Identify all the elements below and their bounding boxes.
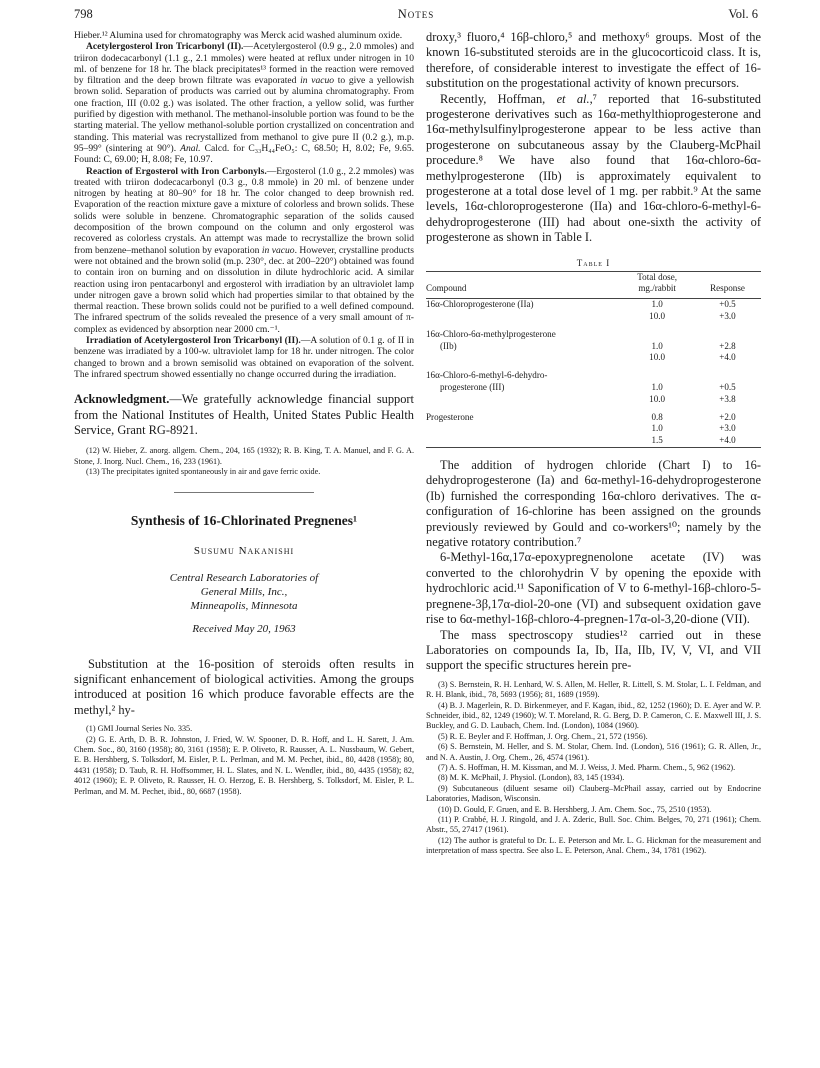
- left-column: [74, 30, 414, 797]
- footnote: (3) S. Bernstein, R. H. Lenhard, W. S. Allen, M. Heller, R. Littell, S. M. Stolar, L. I. Feldman, and R. H. Blank, ibid., 78, 5693 (1956); 81, 1689 (1959).: [426, 679, 761, 700]
- page-number: 798: [74, 7, 93, 21]
- table-row: [426, 352, 761, 364]
- footnote: (2) G. E. Arth, D. B. R. Johnston, J. Fried, W. W. Spooner, D. R. Hoff, and L. H. Sarett, J. Am. Chem. Soc., 80, 3160 (1958); 80, 3161 (1958); E. P. Oliveto, R. Rausser, A. L. Nussbaum, W. Gebert, E. B. Hershberg, S. Tolksdorf, M. Eisler, P. L. Perlman, and M. M. Pechet, ibid., 80, 4428 (1958); 80, 4431 (1958); D. Taub, R. H. Hoffsommer, H. L. Slates, and N. L. Wendler, ibid., 80, 4435 (1958); 82, 4012 (1960); E. P. Oliveto, R. Rausser, H. O. Herzog, E. B. Hershberg, S. Tolksdorf, M. Eisler, P. L. Perlman, and M. M. Pechet, ibid., 80, 6687 (1958).: [74, 734, 414, 796]
- compound-cell: 16α-Chloroprogesterone (IIa): [426, 299, 534, 310]
- table-row: [426, 299, 761, 311]
- footnote: (12) The author is grateful to Dr. L. E. Peterson and Mr. L. G. Hickman for the measurement and interpretation of mass spectra. See also L. E. Peterson, Anal. Chem., 34, 1781 (1962).: [426, 835, 761, 856]
- column-header: Compound: [426, 283, 467, 294]
- response-cell: [694, 329, 761, 341]
- footnote: (9) Subcutaneous (diluent sesame oil) Clauberg–McPhail assay, carried out by Endocrine Laboratories, Madison, Wisconsin.: [426, 783, 761, 804]
- experimental-section: [74, 30, 414, 380]
- footnote: (7) A. S. Hoffman, H. M. Kissman, and M. J. Weiss, J. Med. Pharm. Chem., 5, 962 (1962).: [438, 762, 736, 772]
- compound-cell: progesterone (III): [440, 382, 505, 393]
- table-caption: Table I: [576, 257, 611, 268]
- right-column: [426, 30, 761, 857]
- run-in-heading: Irradiation of Acetylergosterol Iron Tricarbonyl (II).: [86, 335, 301, 347]
- paragraph-acetylergosterol: Acetylergosterol Iron Tricarbonyl (II).—Acetylergosterol (0.9 g., 2.0 mmoles) and triiron dodecacarbonyl (1.1 g., 2.1 mmoles) were heated at reflux under nitrogen in 10 ml. of benzene for 18 hr. The black precipitates¹³ formed in the reaction were removed by filtration and the deep brown filtrate was evaporated in vacuo to give a yellowish brown solid. Separation of products was carried out by alumina chromatography. From one fraction, III (0.02 g.) was isolated. The other fraction, a yellow solid, was further purified by digestion with methanol. The methanol-insoluble portion was found to be the starting material. The yellow methanol-soluble portion crystallized on concentration and standing. This material was recrystallized from methanol to give pure II (0.2 g.), m.p. 95–99° (sintering at 90°). Anal. Calcd. for C₃₃H₄₄FeO₅: C, 68.50; H, 8.02; Fe, 9.65. Found: C, 69.00; H, 8.08; Fe, 10.97.: [74, 41, 415, 166]
- response-cell: +3.0: [719, 311, 736, 322]
- footnote: (13) The precipitates ignited spontaneously in air and gave ferric oxide.: [86, 467, 321, 477]
- compound-cell: 16α-Chloro-6α-methylprogesterone: [426, 328, 556, 339]
- response-cell: +4.0: [719, 352, 736, 363]
- dose-cell: 10.0: [649, 352, 666, 363]
- dose-cell: 1.5: [651, 435, 663, 446]
- paragraph-alumina: Hieber.¹² Alumina used for chromatography was Merck acid washed aluminum oxide.: [74, 30, 403, 41]
- compound-cell: (IIb): [440, 340, 457, 351]
- response-cell: +0.5: [719, 382, 736, 393]
- compound-cell: [426, 352, 620, 364]
- table-row: [426, 329, 761, 341]
- column-header: Response: [710, 283, 745, 294]
- table-header-row: [426, 271, 761, 299]
- activity-table: [426, 271, 761, 448]
- article-author: Susumu Nakanishi: [193, 544, 295, 557]
- compound-cell: [426, 394, 620, 406]
- section-divider: [174, 492, 314, 493]
- column-header: Total dose, mg./rabbit: [637, 271, 678, 294]
- dose-cell: [620, 370, 694, 382]
- table-row: [426, 311, 761, 323]
- dose-cell: 1.0: [651, 382, 663, 393]
- table-row: [426, 341, 761, 353]
- table-body: [426, 299, 761, 448]
- compound-cell: 16α-Chloro-6-methyl-6-dehydro-: [426, 370, 548, 381]
- table-row: [426, 370, 761, 382]
- response-cell: +2.0: [719, 411, 736, 422]
- footnote: (6) S. Bernstein, M. Heller, and S. M. Stolar, Chem. Ind. (London), 516 (1961); G. R. Allen, Jr., and N. A. Austin, J. Org. Chem., 26, 4574 (1961).: [426, 742, 761, 762]
- response-cell: +4.0: [719, 435, 736, 446]
- footnotes-left-bottom: [74, 724, 414, 797]
- article-title: Synthesis of 16-Chlorinated Pregnenes¹: [130, 512, 358, 528]
- compound-cell: [426, 311, 620, 323]
- paragraph-ergosterol-reaction: Reaction of Ergosterol with Iron Carbonyls.—Ergosterol (1.0 g., 2.2 mmoles) was treated with triiron dodecacarbonyl (0.3 g., 0.8 mmole) in 20 ml. of benzene under nitrogen by heating at 80–90° for 18 hr. The color changed to deep brownish red. Evaporation of the reaction mixture gave a mixture of colorless and brown solids. These solids were soluble in benzene. Chromatographic separation of the solids caused decomposition of the brown compound on the column and only ergosterol was recovered as colorless crystals. An attempt was made to recrystallize the brown solid from benzene–methanol solution by evaporation in vacuo. However, crystalline products were not obtained and the brown solid (m.p. 230°, dec. at 200–220°) obtained was found to contain iron on burning and on dissolution in dilute hydrochloric acid. A similar reaction using iron pentacarbonyl and ergosterol with irradiation by an ultraviolet lamp under nitrogen gave a brown solid which had properties similar to that obtained by the thermal reaction. These brown solids could not be purified to a well defined compound. The infrared spectrum of the solids revealed the presence of a very small amount of π-complex as evidenced by absorption near 2000 cm.⁻¹.: [74, 165, 415, 335]
- running-header: [74, 7, 758, 23]
- response-cell: +0.5: [719, 299, 736, 310]
- table-row: [426, 435, 761, 447]
- table-row: [426, 423, 761, 435]
- footnote: (8) M. K. McPhail, J. Physiol. (London), 83, 145 (1934).: [438, 773, 625, 783]
- footnote: (5) R. E. Beyler and F. Hoffman, J. Org. Chem., 21, 572 (1956).: [438, 731, 648, 741]
- received-date: Received May 20, 1963: [192, 622, 296, 635]
- footnotes-left-top: [74, 446, 414, 477]
- volume-label: Vol. 6: [728, 7, 758, 21]
- body-text-continued: The addition of hydrogen chloride (Chart I) to 16-dehydroprogesterone (Ia) and 6α-methyl-16-dehydroprogesterone (Ib) furnished the corresponding 16α-chloro derivatives. The α-configuration of 16-chlorine has been assigned on the grounds previously reviewed by Gould and co-workers¹⁰; namely by the negative rotatory contribution.⁷ 6-Methyl-16α,17α-epoxypregnenolone acetate (IV) was converted to the chlorohydrin V by opening the epoxide with hydrochloric acid.¹¹ Saponification of V to 6-methyl-16β-chloro-5-pregnene-3β,17α-diol-20-one (VI) and subsequent oxidation gave rise to 6α-methyl-16β-chloro-4-pregnen-17α-ol-3,20-dione (VII). The mass spectroscopy studies¹² carried out in these Laboratories on compounds Ia, Ib, IIa, IIb, IV, V, VI, and VII support the specific structures herein pre-: [426, 458, 761, 673]
- table-row: [426, 382, 761, 394]
- compound-cell: [426, 435, 620, 447]
- author-affiliation: Central Research Laboratories of General Mills, Inc., Minneapolis, Minnesota: [169, 571, 319, 612]
- footnote: (10) D. Gould, F. Gruen, and E. B. Hershberg, J. Am. Chem. Soc., 75, 2510 (1953).: [438, 804, 712, 814]
- footnote: (12) W. Hieber, Z. anorg. allgem. Chem., 204, 165 (1932); R. B. King, T. A. Manuel, and F. G. A. Stone, J. Inorg. Nucl. Chem., 16, 233 (1961).: [74, 446, 414, 466]
- compound-cell: Progesterone: [426, 411, 474, 422]
- body-text: droxy,³ fluoro,⁴ 16β-chloro,⁵ and methoxy⁶ groups. Most of the known 16-substituted steroids are in the glucocorticoid class. It is, therefore, of considerable interest to investigate the effect of 16-substitution on the progestational activity of known precursors. Recently, Hoffman, et al.,⁷ reported that 16-substituted progesterone derivatives such as 16α-methylthioprogesterone and 16α-methylsulfinylprogesterone appear to be less active than progesterone on subcutaneous assay by the Clauberg-McPhail procedure.⁸ We have also found that 16α-chloro-6α-methylprogesterone (IIb) is approximately equivalent to progesterone at a total dose level of 1 mg. per rabbit.⁹ At the same levels, 16α-chloroprogesterone (IIa) and 16α-chloro-6-methyl-6-dehydroprogesterone (III) had about one-sixth the activity of progesterone as shown in Table I.: [426, 30, 761, 245]
- dose-cell: 1.0: [651, 299, 663, 310]
- intro-text: Substitution at the 16-position of steroids often results in significant enhancement of biological activities. Among the groups introduced at position 16 which produce favorable effects are the methyl,² hy-: [74, 656, 414, 717]
- dose-cell: [620, 329, 694, 341]
- running-title: Notes: [397, 7, 435, 21]
- footnote: (4) B. J. Magerlein, R. D. Birkenmeyer, and F. Kagan, ibid., 82, 1252 (1960); D. E. Ayer and W. P. Schneider, ibid., 82, 1249 (1960); W. T. Moreland, R. G. Berg, D. P. Cameron, C. E. Maxwell III, J. S. Buckley, and G. D. Laubach, Chem. Ind. (London), 1084 (1960).: [426, 700, 761, 731]
- acknowledgment: Acknowledgment.—We gratefully acknowledge financial support from the National Institutes of Health, United States Public Health Service, Grant RG-8921.: [74, 392, 414, 438]
- dose-cell: 1.0: [651, 340, 663, 351]
- dose-cell: 1.0: [651, 423, 663, 434]
- footnotes-right: [426, 680, 761, 857]
- dose-cell: 10.0: [649, 311, 666, 322]
- response-cell: +3.8: [719, 393, 736, 404]
- run-in-heading: Reaction of Ergosterol with Iron Carbonyls.: [86, 165, 267, 177]
- footnote: (11) P. Crabbé, H. J. Ringold, and J. A. Zderic, Bull. Soc. Chim. Belges, 70, 271 (1961); Chem. Abstr., 55, 27417 (1961).: [426, 815, 761, 835]
- table-row: [426, 394, 761, 406]
- response-cell: +3.0: [719, 423, 736, 434]
- paragraph-irradiation: Irradiation of Acetylergosterol Iron Tricarbonyl (II).—A solution of 0.1 g. of II in benzene was irradiated by a 100-w. ultraviolet lamp for 18 hr. under nitrogen. The color changed to brown and a brown semisolid was obtained on evaporation of the solvent. The infrared spectrum showed essentially no change occurred during the irradiation.: [74, 335, 415, 380]
- table-row: [426, 412, 761, 424]
- dose-cell: 10.0: [649, 393, 666, 404]
- compound-cell: [426, 423, 620, 435]
- dose-cell: 0.8: [651, 411, 663, 422]
- response-cell: [694, 370, 761, 382]
- response-cell: +2.8: [719, 340, 736, 351]
- run-in-heading: Acetylergosterol Iron Tricarbonyl (II).: [86, 41, 244, 53]
- footnote: (1) GMI Journal Series No. 335.: [86, 724, 193, 734]
